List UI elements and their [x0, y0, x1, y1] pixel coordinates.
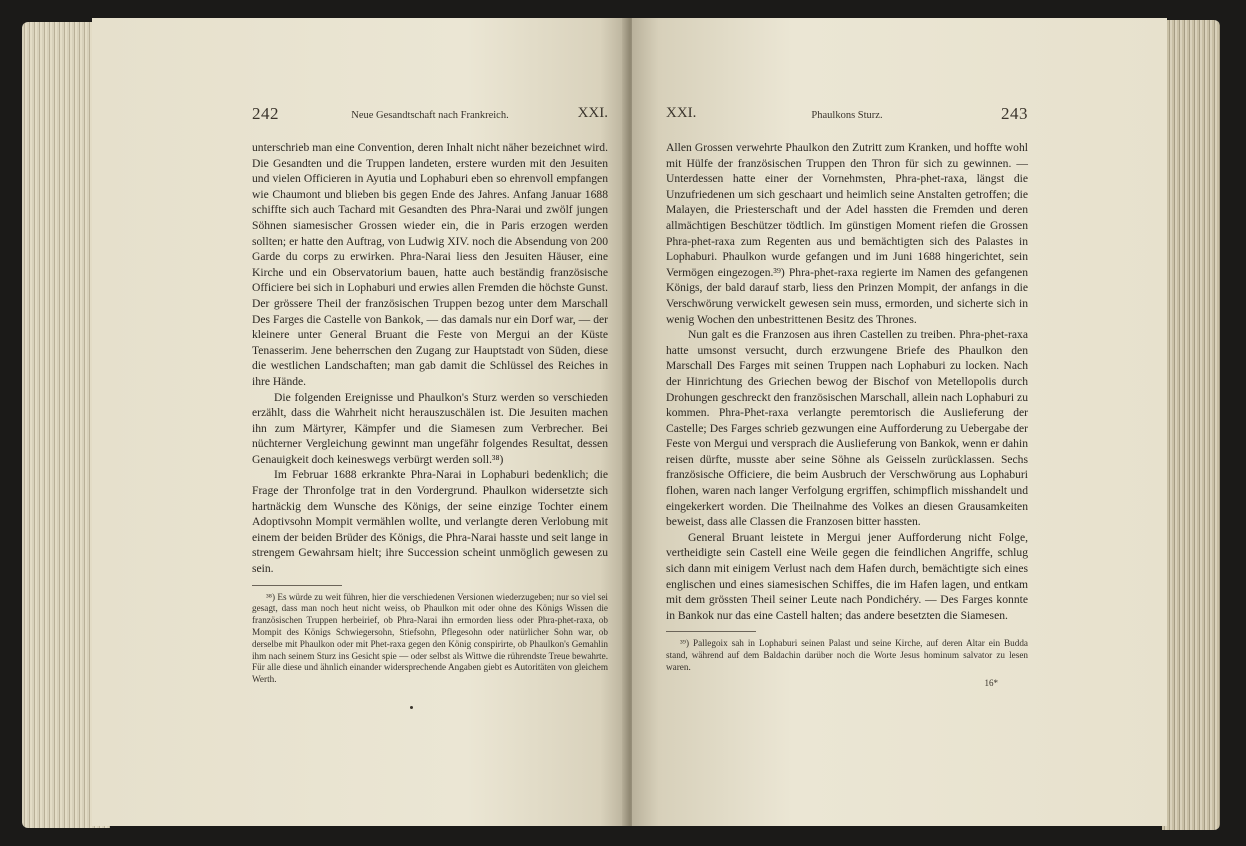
footnote: [666, 638, 1028, 673]
open-book: [22, 14, 1220, 836]
right-page-header: [666, 104, 1028, 130]
right-page: [632, 18, 1167, 826]
right-body-text: [666, 140, 1028, 623]
right-page-content: [666, 104, 1028, 688]
footnote-divider: [252, 585, 342, 586]
paragraph: Im Februar 1688 erkrankte Phra-Narai in Lophaburi bedenklich; die Frage der Thronfolge trat in den Vordergrund. Phaulkon widersetzte sich hartnäckig dem Wunsche des Königs, der seine einzige Tochter einem Adoptivsohn Mompit vermählen wollte, und verlangte deren Verlobung mit einem der beiden Brüder des Königs, die Phra-Narai hasste und seit lange in strengem Gewahrsam hielt; ihre Succession scheint unmöglich gewesen zu sein.: [252, 468, 608, 576]
printer-mark-dot: [410, 706, 413, 709]
left-page-content: [252, 104, 608, 686]
left-body-text: [252, 140, 608, 577]
paragraph: General Bruant leistete in Mergui jener Aufforderung nicht Folge, vertheidigte sein Castell eine Weile gegen die feindlichen Angriffe, schlug sich dann mit einigem Verlust nach dem Hafen durch, bemächtigte sich eines englischen und eines siamesischen Schiffes, die im Hafen lagen, und entkam mit dem grössten Theil seiner Leute nach Pondichéry. — Des Farges konnte in Bankok nur das eine Castell halten; das andere besetzten die Siamesen.: [666, 530, 1028, 622]
page-number: 242: [252, 104, 279, 123]
signature-mark: 16*: [984, 677, 998, 688]
footnote-text: ³⁹) Pallegoix sah in Lophaburi seinen Palast und seine Kirche, auf deren Altar ein Budda stand, während auf dem Baldachin darüber noch die Worte Jesus hominum salvator zu lesen waren.: [666, 638, 1028, 672]
left-page-header: [252, 104, 608, 130]
footnote: [252, 592, 608, 686]
paragraph: unterschrieb man eine Convention, deren Inhalt nicht näher bezeichnet wird. Die Gesandten und die Truppen landeten, erstere wurden mit den Jesuiten und vielen Officieren in Ayutia und Lophaburi eben so ehrenvoll empfangen wie Chaumont und blieben bis gegen Ende des Jahres. Anfang Januar 1688 schiffte sich auch Tachard mit Gesandten des Phra-Narai und zwölf jungen Söhnen siamesischer Grossen wieder ein, die in Paris erzogen werden sollten; er hatte den Auftrag, von Ludwig XIV. noch die Absendung von 200 Garde du corps zu erwirken. Phra-Narai liess den Jesuiten Häuser, eine Kirche und ein Observatorium bauen, hatte auch beständig französische Officiere bei sich in Lophaburi und erwies allen Fremden die höchste Gunst. Der grössere Theil der französischen Truppen bezog unter dem Marschall Des Farges die Castelle von Bankok, — das damals nur ein Dorf war, — der kleinere unter General Bruant die Feste von Mergui an der Küste Tenasserim. Jene beherrschen den Zugang zur Hauptstadt von Süden, diese die westlichen Landschaften; man gab damit die Schlüssel des Reiches in ihre Hände.: [252, 141, 608, 388]
running-head: Neue Gesandtschaft nach Frankreich.: [351, 110, 509, 121]
left-page: [92, 18, 627, 826]
footnote-text: ³⁸) Es würde zu weit führen, hier die verschiedenen Versionen wiederzugeben; nur so viel sei gesagt, dass man noch heut nicht weiss, ob Phaulkon mit oder ohne des Königs Wissen die französischen Truppen herbeirief, ob Phra-Narai ihn ermorden liess oder Phra-phet-raxa, ob Mompit des Königs Schwiegersohn, Stiefsohn, Pflegesohn oder natürlicher Sohn war, ob derselbe mit Phaulkon oder mit Phet-raxa gegen den König conspirirte, ob Phaulkon's Gemahlin ihm nach seinem Sturz ins Gesicht spie — oder selbst als Wittwe die rührendste Treue bewahrte. Für alle diese und ähnlich einander widersprechende Angaben giebt es Autoritäten von gleichem Werth.: [252, 591, 608, 685]
paragraph: Die folgenden Ereignisse und Phaulkon's Sturz werden so verschieden erzählt, dass die Wahrheit nicht herauszuschälen ist. Die Jesuiten machen ihn zum Märtyrer, Kämpfer und die Siamesen zum Verbrecher. Bei nüchterner Vergleichung gewinnt man ungefähr folgendes Resultat, dessen Genauigkeit doch keineswegs verbürgt werden soll.³⁸): [252, 390, 608, 466]
running-head: Phaulkons Sturz.: [811, 110, 883, 121]
page-edges-right: [1162, 20, 1220, 830]
footnote-divider: [666, 631, 756, 632]
chapter-number: XXI.: [666, 105, 697, 121]
page-number: 243: [1001, 104, 1028, 123]
paragraph: Allen Grossen verwehrte Phaulkon den Zutritt zum Kranken, und hoffte wohl mit Hülfe der französischen Truppen den Thron für sich zu gewinnen. — Unterdessen hatte einer der Vornehmsten, Phra-phet-raxa, längst die Unzufriedenen um sich geschaart und heimlich seine Anstalten getroffen; die Malayen, die Priesterschaft und der Adel hassten die Fremden und deren allmächtigen Beschützer tödtlich. Im günstigen Moment riefen die Grossen Phra-phet-raxa zum Regenten aus und bemächtigten sich des Palastes in Lophaburi. Phaulkon wurde gefangen und im Juni 1688 hingerichtet, sein Vermögen eingezogen.³⁹) Phra-phet-raxa regierte im Namen des gefangenen Königs, der bald darauf starb, liess den Prinzen Mompit, der anfangs in die Verschwörung verwickelt gewesen sein muss, ermorden, und sicherte sich in wenig Wochen den unbestrittenen Besitz des Thrones.: [666, 141, 1028, 326]
chapter-number: XXI.: [577, 105, 608, 121]
paragraph: Nun galt es die Franzosen aus ihren Castellen zu treiben. Phra-phet-raxa hatte umsonst versucht, durch erzwungene Briefe des Phaulkon den Marschall Des Farges mit seinen Truppen nach Lophaburi zu locken. Nach der Hinrichtung des Griechen bewog der Bischof von Metellopolis durch Drohungen geschreckt den französischen Marschall, allein nach Lophaburi zu kommen. Phra-Phet-raxa verlangte peremtorisch die Auslieferung der Castelle; Des Farges schrieb gezwungen eine Aufforderung zu Uebergabe der Feste von Mergui und versprach die Auslieferung von Bankok, wenn er dahin reisen dürfte, musste aber seine Söhne als Geisseln zurücklassen. Sechs französische Officiere, die beim Ausbruch der Verschwörung aus Lophaburi flohen, waren nach langer Verfolgung ergriffen, schimpflich misshandelt und eingekerkert worden. Die Theilnahme des Volkes an diesen Grausamkeiten beweist, dass alle Classen die Franzosen bitter hassten.: [666, 328, 1028, 529]
